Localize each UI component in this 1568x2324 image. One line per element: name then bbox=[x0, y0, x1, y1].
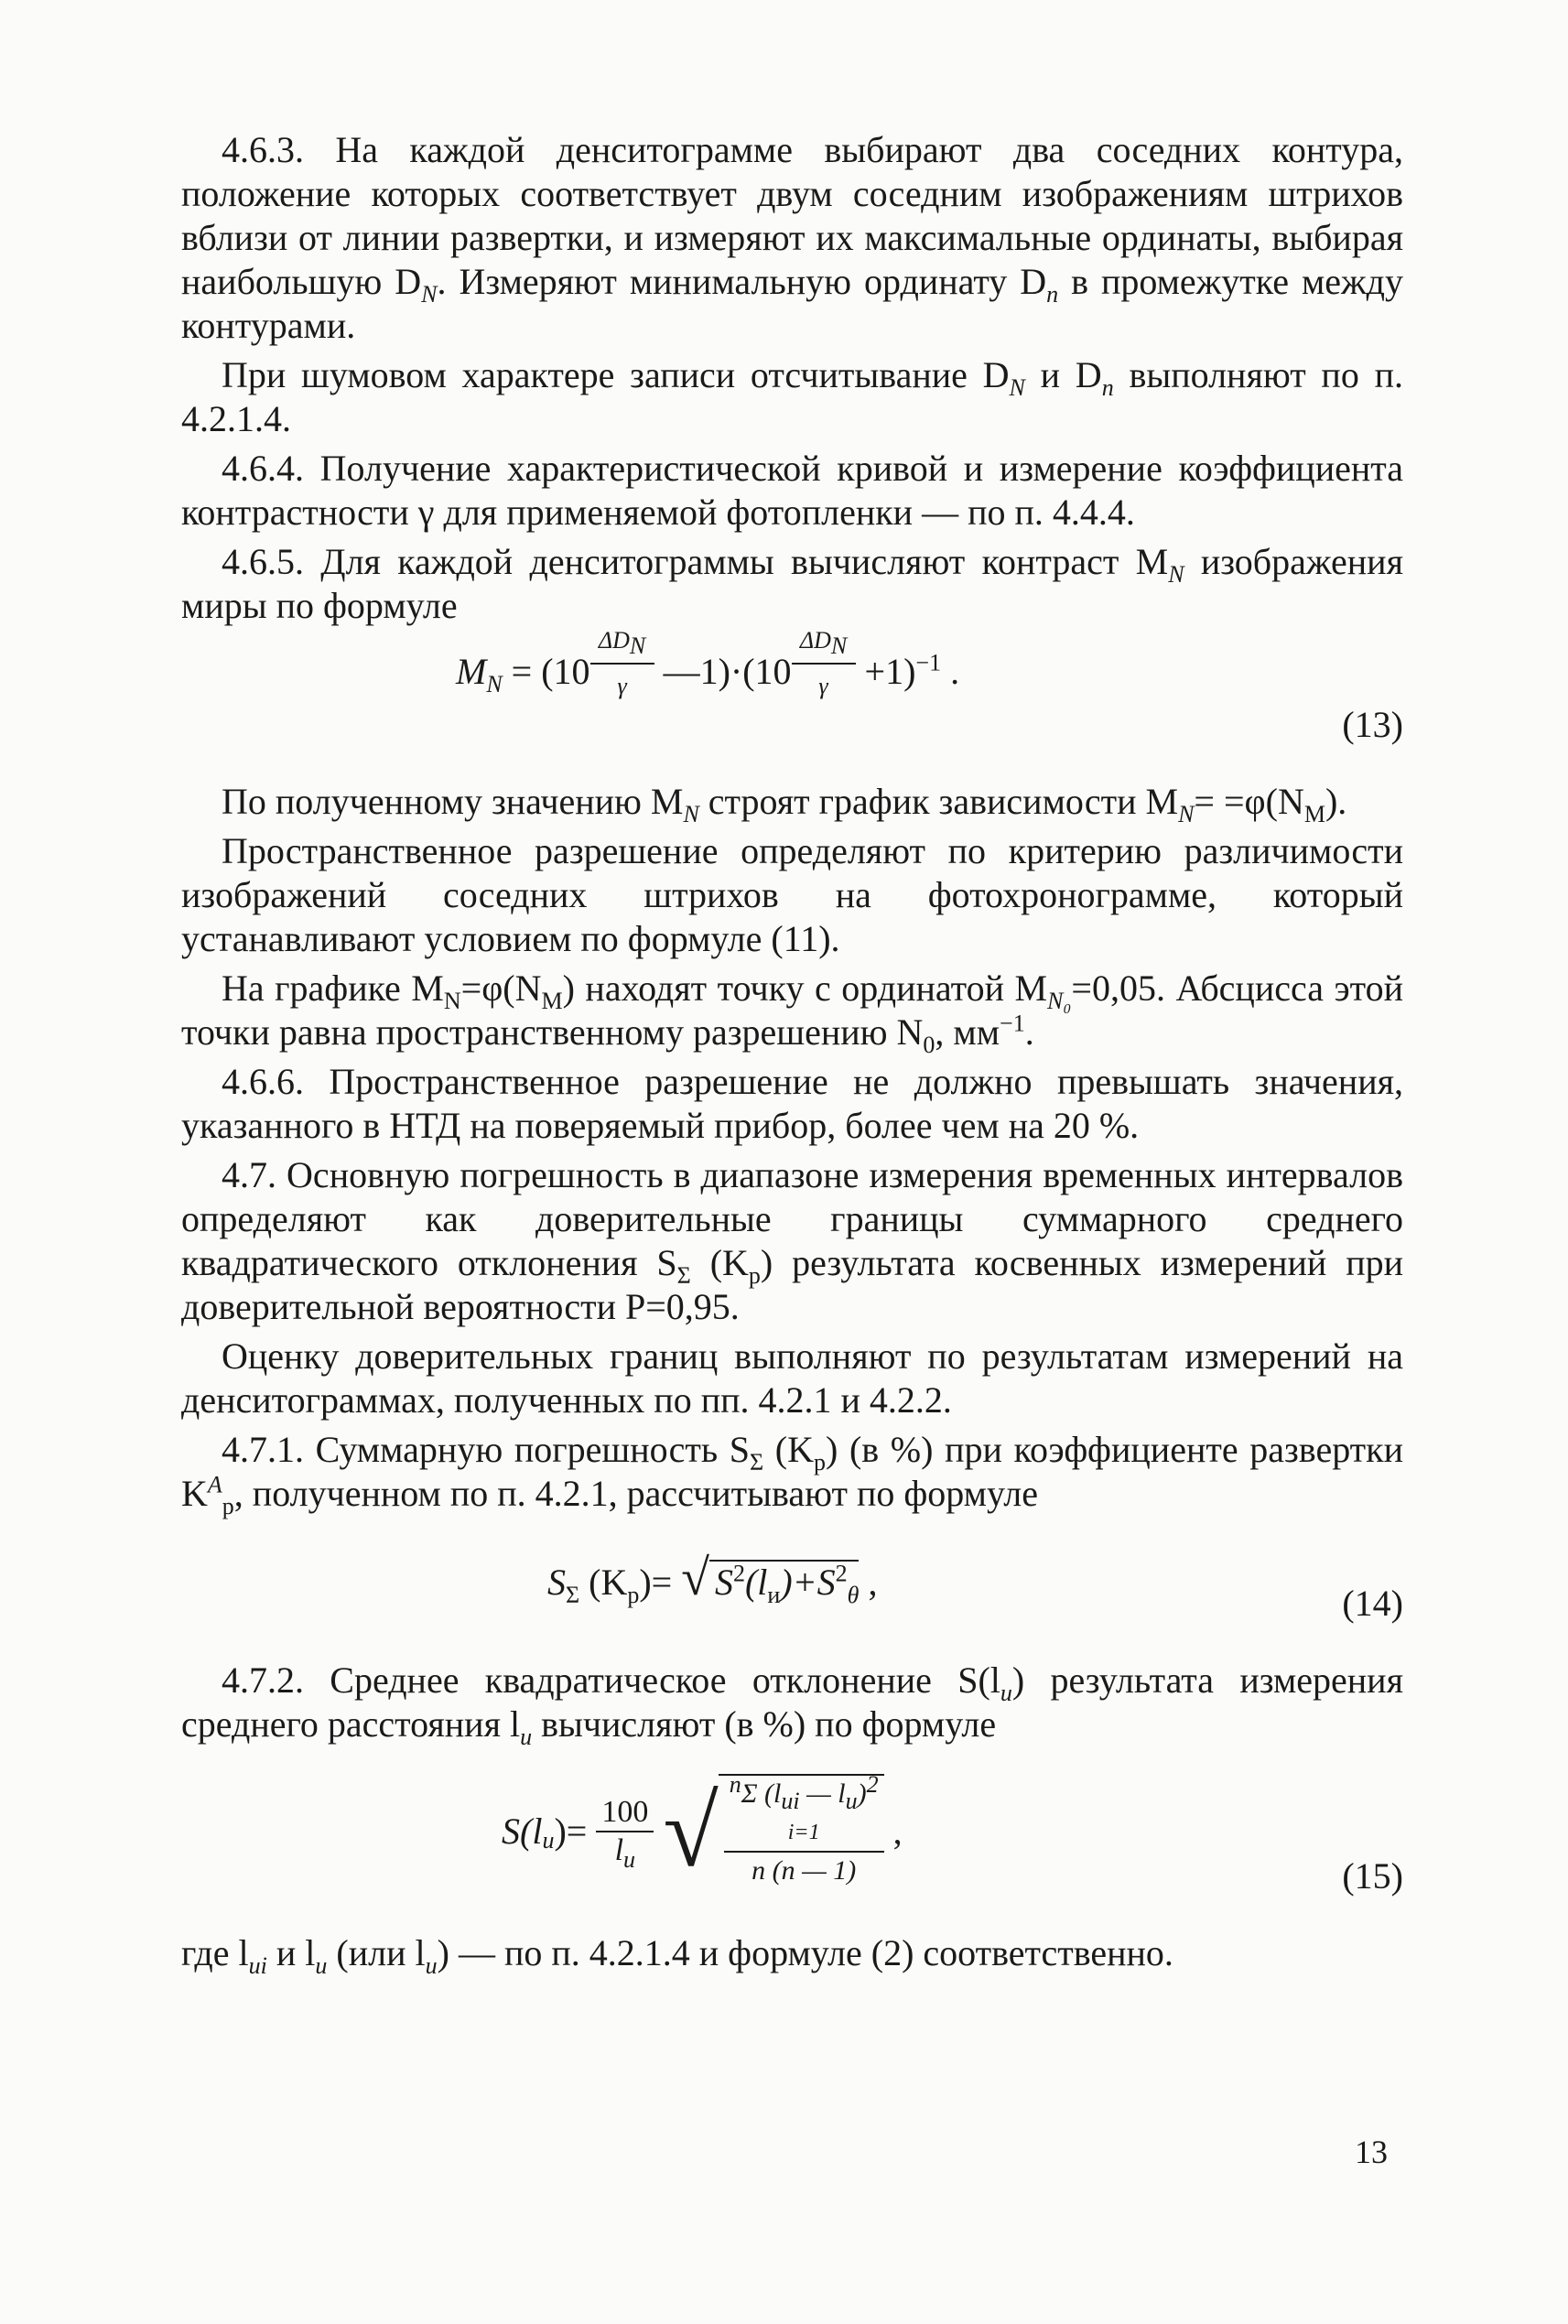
paragraph-estimate: Оценку доверительных границ выполняют по результатам измерений на денситограммах, полученных по пп. 4.2.1 и 4.2.2. bbox=[181, 1335, 1403, 1421]
formula-15 bbox=[181, 1756, 1403, 1911]
formula-14-body: $S_\Sigma$ $(K_р)=$ √ $S^2(l_и)+S^2_\theta$ , bbox=[547, 1550, 878, 1608]
formula-13-body: $M_N = (10$ $\frac{\Delta D_N}{\gamma}$ —1)·(10 $\frac{\Delta D_N}{\gamma}$ +1)$^{-1}$ . bbox=[456, 650, 959, 705]
paragraph-4-6-6: 4.6.6. Пространственное разрешение не должно превышать значения, указанного в НТД на поверяемый прибор, более чем на 20 %. bbox=[181, 1061, 1403, 1146]
paragraph-4-7-1: 4.7.1. Суммарную погрешность $S_\Sigma$ $(K_р)$ (в %) при коэффициенте развертки $K^A_р$, полученном по п. 4.2.1, рассчитывают по формуле bbox=[181, 1429, 1403, 1519]
formula-15-body: $S(l_и)=$ $\frac{100}{l_и}$ √ $^n$Σ ($l_{иi}$ — $l_и)^2$ i=1 n (n — 1) , bbox=[502, 1771, 903, 1887]
paragraph-4-6-5: 4.6.5. Для каждой денситограммы вычисляют контраст $M_N$ изображения миры по формуле bbox=[181, 541, 1403, 626]
paragraph-where: где $l_{иi}$ и $l_и$ (или $l_и$) — по п. 4.2.1.4 и формуле (2) соответственно. bbox=[181, 1932, 1173, 1979]
paragraph-noise: При шумовом характере записи отсчитывание $D_N$ и $D_n$ выполняют по п. 4.2.1.4. bbox=[181, 354, 1404, 439]
radicand-14: $S^2(l_и)+S^2_\theta$ bbox=[709, 1560, 859, 1603]
text-block bbox=[181, 128, 1403, 1981]
paragraph-resolution: Пространственное разрешение определяют по критерию различимости изображений соседних штрихов на фотохронограмме, который устанавливают условием по формуле (11). bbox=[181, 830, 1403, 959]
paragraph-4-7-2: 4.7.2. Среднее квадратическое отклонение $S(l_и)$ результата измерения среднего расстояния $l_и$ вычисляют (в %) по формуле bbox=[181, 1659, 1403, 1750]
radicand-15: $^n$Σ ($l_{иi}$ — $l_и)^2$ i=1 n (n — 1) bbox=[719, 1774, 884, 1889]
coefficient-fraction: $\frac{100}{l_и}$ bbox=[596, 1794, 654, 1869]
page-number: 13 bbox=[1355, 2134, 1388, 2170]
paragraph-4-6-3: 4.6.3. На каждой денситограмме выбирают два соседних контура, положение которых соответствует двум соседним изображениям штрихов вблизи от линии развертки, и измеряют их максимальные ординаты, выбирая наибольшую $D_N$. Измеряют минимальную ординату $D_n$ в промежутке между контурами. bbox=[181, 129, 1403, 346]
paragraph-graph: По полученному значению $M_N$ строят график зависимости $M_N= =\varphi(N_M)$. bbox=[222, 781, 1347, 827]
sqrt-sign: √ bbox=[681, 1550, 709, 1606]
exponent-fraction-1: $\frac{\Delta D_N}{\gamma}$ bbox=[590, 619, 654, 674]
equation-number-14: (14) bbox=[1342, 1583, 1403, 1624]
exponent-fraction-2: $\frac{\Delta D_N}{\gamma}$ bbox=[792, 619, 856, 674]
paragraph-4-7: 4.7. Основную погрешность в диапазоне измерения временных интервалов определяют как доверительные границы суммарного среднего квадратического отклонения $S_\Sigma$ $(K_р)$ результата косвенных измерений при доверительной вероятности P=0,95. bbox=[181, 1154, 1404, 1327]
paragraph-4-6-4: 4.6.4. Получение характеристической кривой и измерение коэффициента контрастности γ для применяемой фотопленки — по п. 4.4.4. bbox=[181, 448, 1403, 533]
paragraph-abscissa: На графике $M_N=\varphi(N_M)$ находят точку с ординатой $M_{N_0}=0,05$. Абсцисса этой точки равна пространственному разрешению $N_0$, $мм^{-1}$. bbox=[181, 967, 1403, 1058]
formula-13 bbox=[181, 627, 1403, 760]
equation-number-15: (15) bbox=[1342, 1855, 1403, 1897]
formula-14 bbox=[181, 1529, 1403, 1638]
sqrt-sign: √ bbox=[663, 1776, 719, 1887]
equation-number-13: (13) bbox=[1342, 704, 1403, 745]
